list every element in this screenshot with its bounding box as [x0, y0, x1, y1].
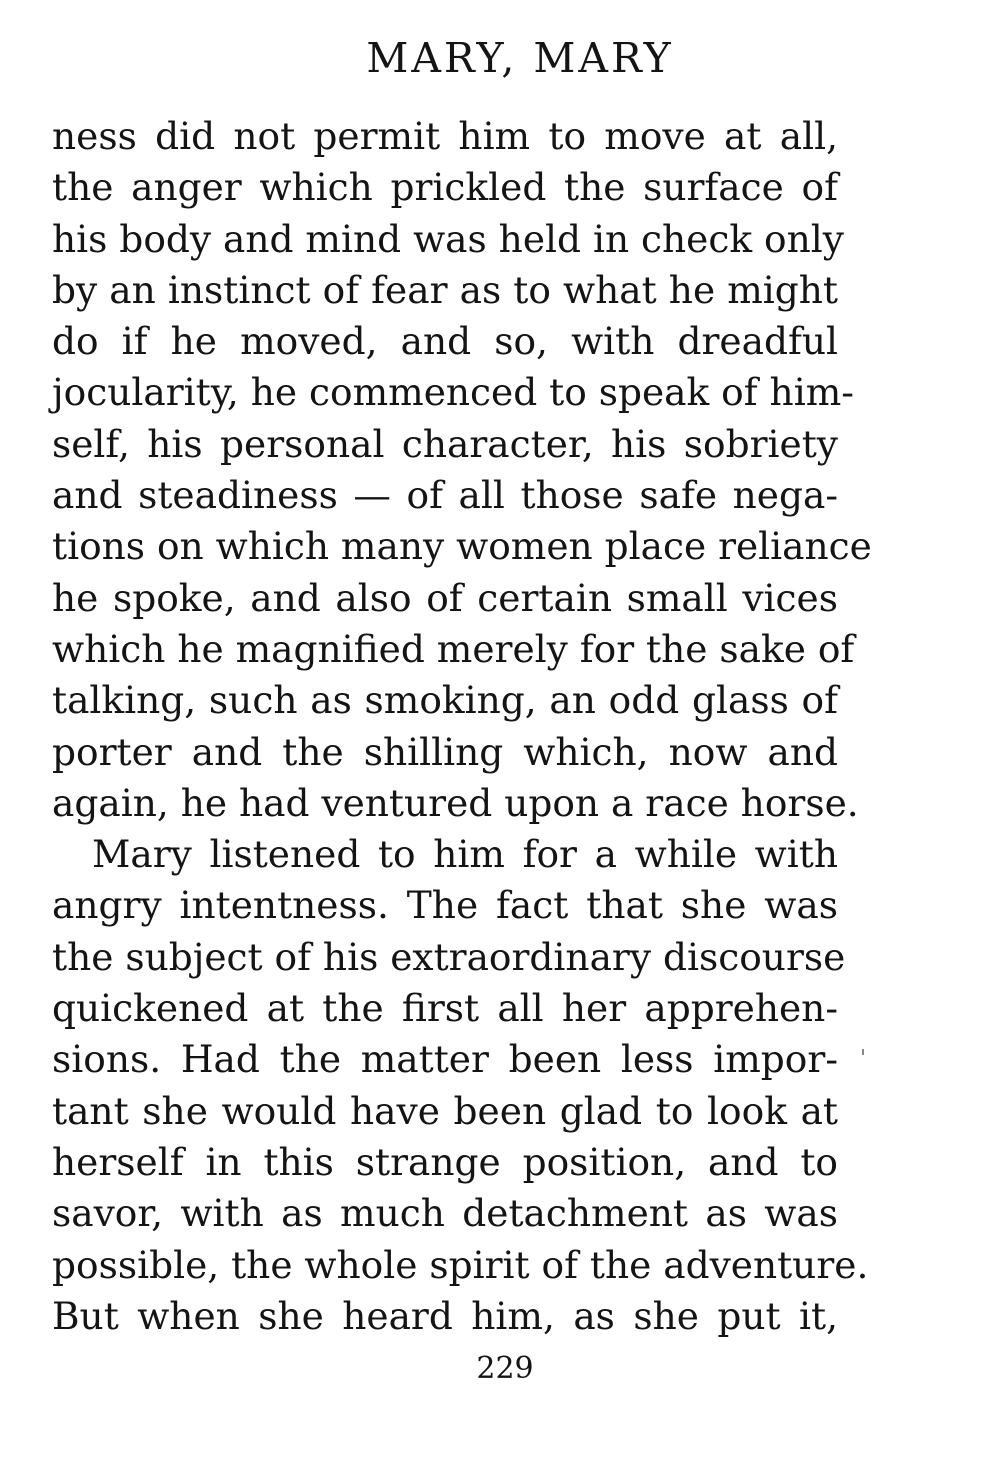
- text-line: and steadiness — of all those safe nega-: [52, 473, 838, 518]
- text-line: But when she heard him, as she put it,: [52, 1293, 838, 1338]
- text-line: by an instinct of fear as to what he might: [52, 267, 838, 312]
- text-line: tant she would have been glad to look at: [52, 1088, 838, 1133]
- text-line: herself in this strange position, and to: [52, 1139, 838, 1184]
- text-line: sions. Had the matter been less impor-: [52, 1037, 838, 1082]
- text-line: talking, such as smoking, an odd glass of: [52, 678, 838, 723]
- text-line: tions on which many women place reliance: [52, 524, 872, 569]
- text-line: self, his personal character, his sobriety: [52, 421, 838, 466]
- text-line: angry intentness. The fact that she was: [52, 883, 838, 928]
- text-line: possible, the whole spirit of the adventure.: [52, 1242, 869, 1287]
- body-text: [52, 111, 872, 1342]
- text-line: which he magnified merely for the sake of: [52, 626, 855, 671]
- text-line: jocularity, he commenced to speak of him-: [52, 370, 854, 415]
- running-head: MARY, MARY: [366, 34, 674, 82]
- text-line: the anger which prickled the surface of: [52, 165, 838, 210]
- text-line: do if he moved, and so, with dreadful: [52, 319, 838, 364]
- text-line: ness did not permit him to move at all,: [52, 114, 838, 158]
- text-line: the subject of his extraordinary discourse: [52, 934, 846, 979]
- text-line: quickened at the first all her apprehen-: [52, 986, 838, 1031]
- text-line: savor, with as much detachment as was: [52, 1191, 838, 1236]
- ink-speck: [862, 1049, 864, 1055]
- text-line: again, he had ventured upon a race horse.: [52, 780, 859, 825]
- page-number: 229: [476, 1351, 534, 1386]
- text-line: porter and the shilling which, now and: [52, 729, 838, 774]
- text-line: he spoke, and also of certain small vices: [52, 575, 838, 620]
- text-line: Mary listened to him for a while with: [92, 832, 838, 877]
- text-line: his body and mind was held in check only: [52, 216, 844, 261]
